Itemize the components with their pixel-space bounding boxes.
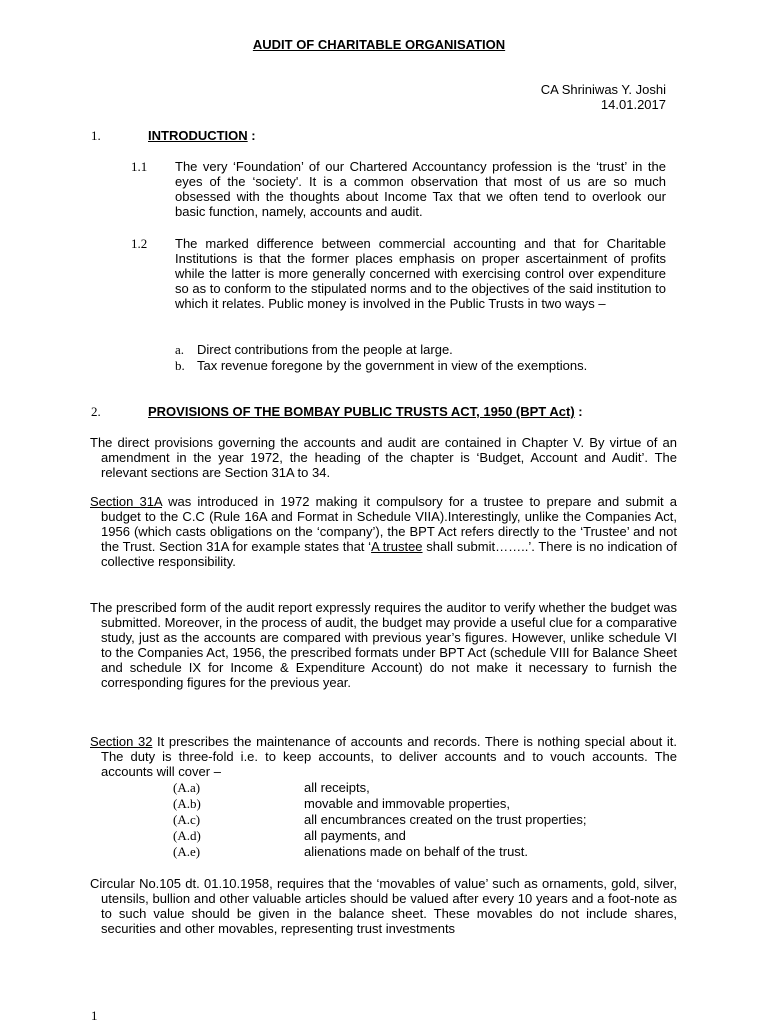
section-31a-underlined-phrase: A trustee (371, 539, 423, 554)
section-1-heading (148, 128, 256, 143)
paragraph-1-1-number: 1.1 (131, 159, 148, 174)
cover-item-text: all payments, and (304, 828, 406, 843)
page-number: 1 (91, 1008, 98, 1023)
list-item-b: Tax revenue foregone by the government in view of the exemptions. (197, 358, 588, 373)
cover-item (0, 828, 768, 844)
list-marker-b: b. (175, 358, 185, 373)
author-block (541, 82, 666, 112)
section-31a-paragraph (90, 494, 677, 569)
cover-item-marker: (A.c) (173, 812, 201, 827)
section-2-intro-paragraph: The direct provisions governing the accounts and audit are contained in Chapter V. By virtue of an amendment in the year 1972, the heading of the chapter is ‘Budget, Account and Audit’. The relevant sections are Section 31A to 34. (90, 435, 677, 480)
cover-item-text: all receipts, (304, 780, 370, 795)
author-name: CA Shriniwas Y. Joshi (540, 82, 666, 97)
cover-item-text: all encumbrances created on the trust properties; (304, 812, 587, 827)
cover-item-marker: (A.e) (173, 844, 201, 859)
cover-item-marker: (A.b) (173, 796, 201, 811)
paragraph-1-1: The very ‘Foundation’ of our Chartered Accountancy profession is the ‘trust’ in the eyes of the ‘society'. It is a common observation that most of us are so much obsessed with the thoughts about Income Tax that we often tend to overlook our basic function, namely, accounts and audit. (175, 159, 666, 219)
cover-item-text: movable and immovable properties, (304, 796, 510, 811)
section-2-heading-text: PROVISIONS OF THE BOMBAY PUBLIC TRUSTS ACT, 1950 (BPT Act) (148, 404, 575, 419)
circular-paragraph: Circular No.105 dt. 01.10.1958, requires that the ‘movables of value’ such as ornaments, gold, silver, utensils, bullion and other valuable articles should be valued after every 10 years and a foot-note as to such value should be given in the balance sheet. These movables do not include shares, securities and other movables, representing trust investments (90, 876, 677, 936)
list-marker-a: a. (175, 342, 185, 357)
document-date: 14.01.2017 (600, 97, 666, 112)
section-32-paragraph (90, 734, 677, 779)
section-1-number: 1. (91, 128, 101, 143)
section-32-label: Section 32 (90, 734, 153, 749)
accounts-cover-list (0, 780, 768, 860)
section-2-number: 2. (91, 404, 101, 419)
document-title: AUDIT OF CHARITABLE ORGANISATION (252, 37, 506, 52)
section-32-text: It prescribes the maintenance of accounts and records. There is nothing special about it. The duty is three-fold i.e. to keep accounts, to deliver accounts and to vouch accounts. The accounts will cover – (101, 734, 677, 779)
section-31a-tail: shall submit……..’. There is no indication of collective responsibility. (101, 539, 677, 569)
list-item-a: Direct contributions from the people at large. (197, 342, 453, 357)
section-1-colon: : (247, 128, 256, 143)
section-31a-text: was introduced in 1972 making it compulsory for a trustee to prepare and submit a budget to the C.C (Rule 16A and Format in Schedule VIIA).Interestingly, unlike the Companies Act, 1956 (which casts obligations on the ‘company’), the BPT Act refers directly to the ‘Trustee’ and not the Trust. Section 31A for example states that ‘ (101, 494, 678, 554)
section-2-colon: : (574, 404, 583, 419)
paragraph-1-2: The marked difference between commercial accounting and that for Charitable Institutions is that the former places emphasis on proper ascertainment of profits while the latter is more generally concerned with exercising control over expenditure so as to conform to the stipulated norms and to the objectives of the said institution to which it relates. Public money is involved in the Public Trusts in two ways – (175, 236, 666, 311)
cover-item (0, 796, 768, 812)
section-2-heading (148, 404, 583, 419)
cover-item (0, 780, 768, 796)
paragraph-1-2-number: 1.2 (131, 236, 148, 251)
section-1-heading-text: INTRODUCTION (148, 128, 248, 143)
cover-item (0, 812, 768, 828)
audit-report-paragraph: The prescribed form of the audit report expressly requires the auditor to verify whether the budget was submitted. Moreover, in the process of audit, the budget may provide a useful clue for a comparative study, just as the accounts are compared with previous year’s figures. However, unlike schedule VI to the Companies Act, 1956, the prescribed formats under BPT Act (schedule VIII for Balance Sheet and schedule IX for Income & Expenditure Account) do not make it necessary to furnish the corresponding figures for the previous year. (90, 600, 677, 690)
cover-item-marker: (A.d) (173, 828, 201, 843)
cover-item (0, 844, 768, 860)
cover-item-text: alienations made on behalf of the trust. (304, 844, 529, 859)
section-31a-label: Section 31A (90, 494, 162, 509)
cover-item-marker: (A.a) (173, 780, 201, 795)
